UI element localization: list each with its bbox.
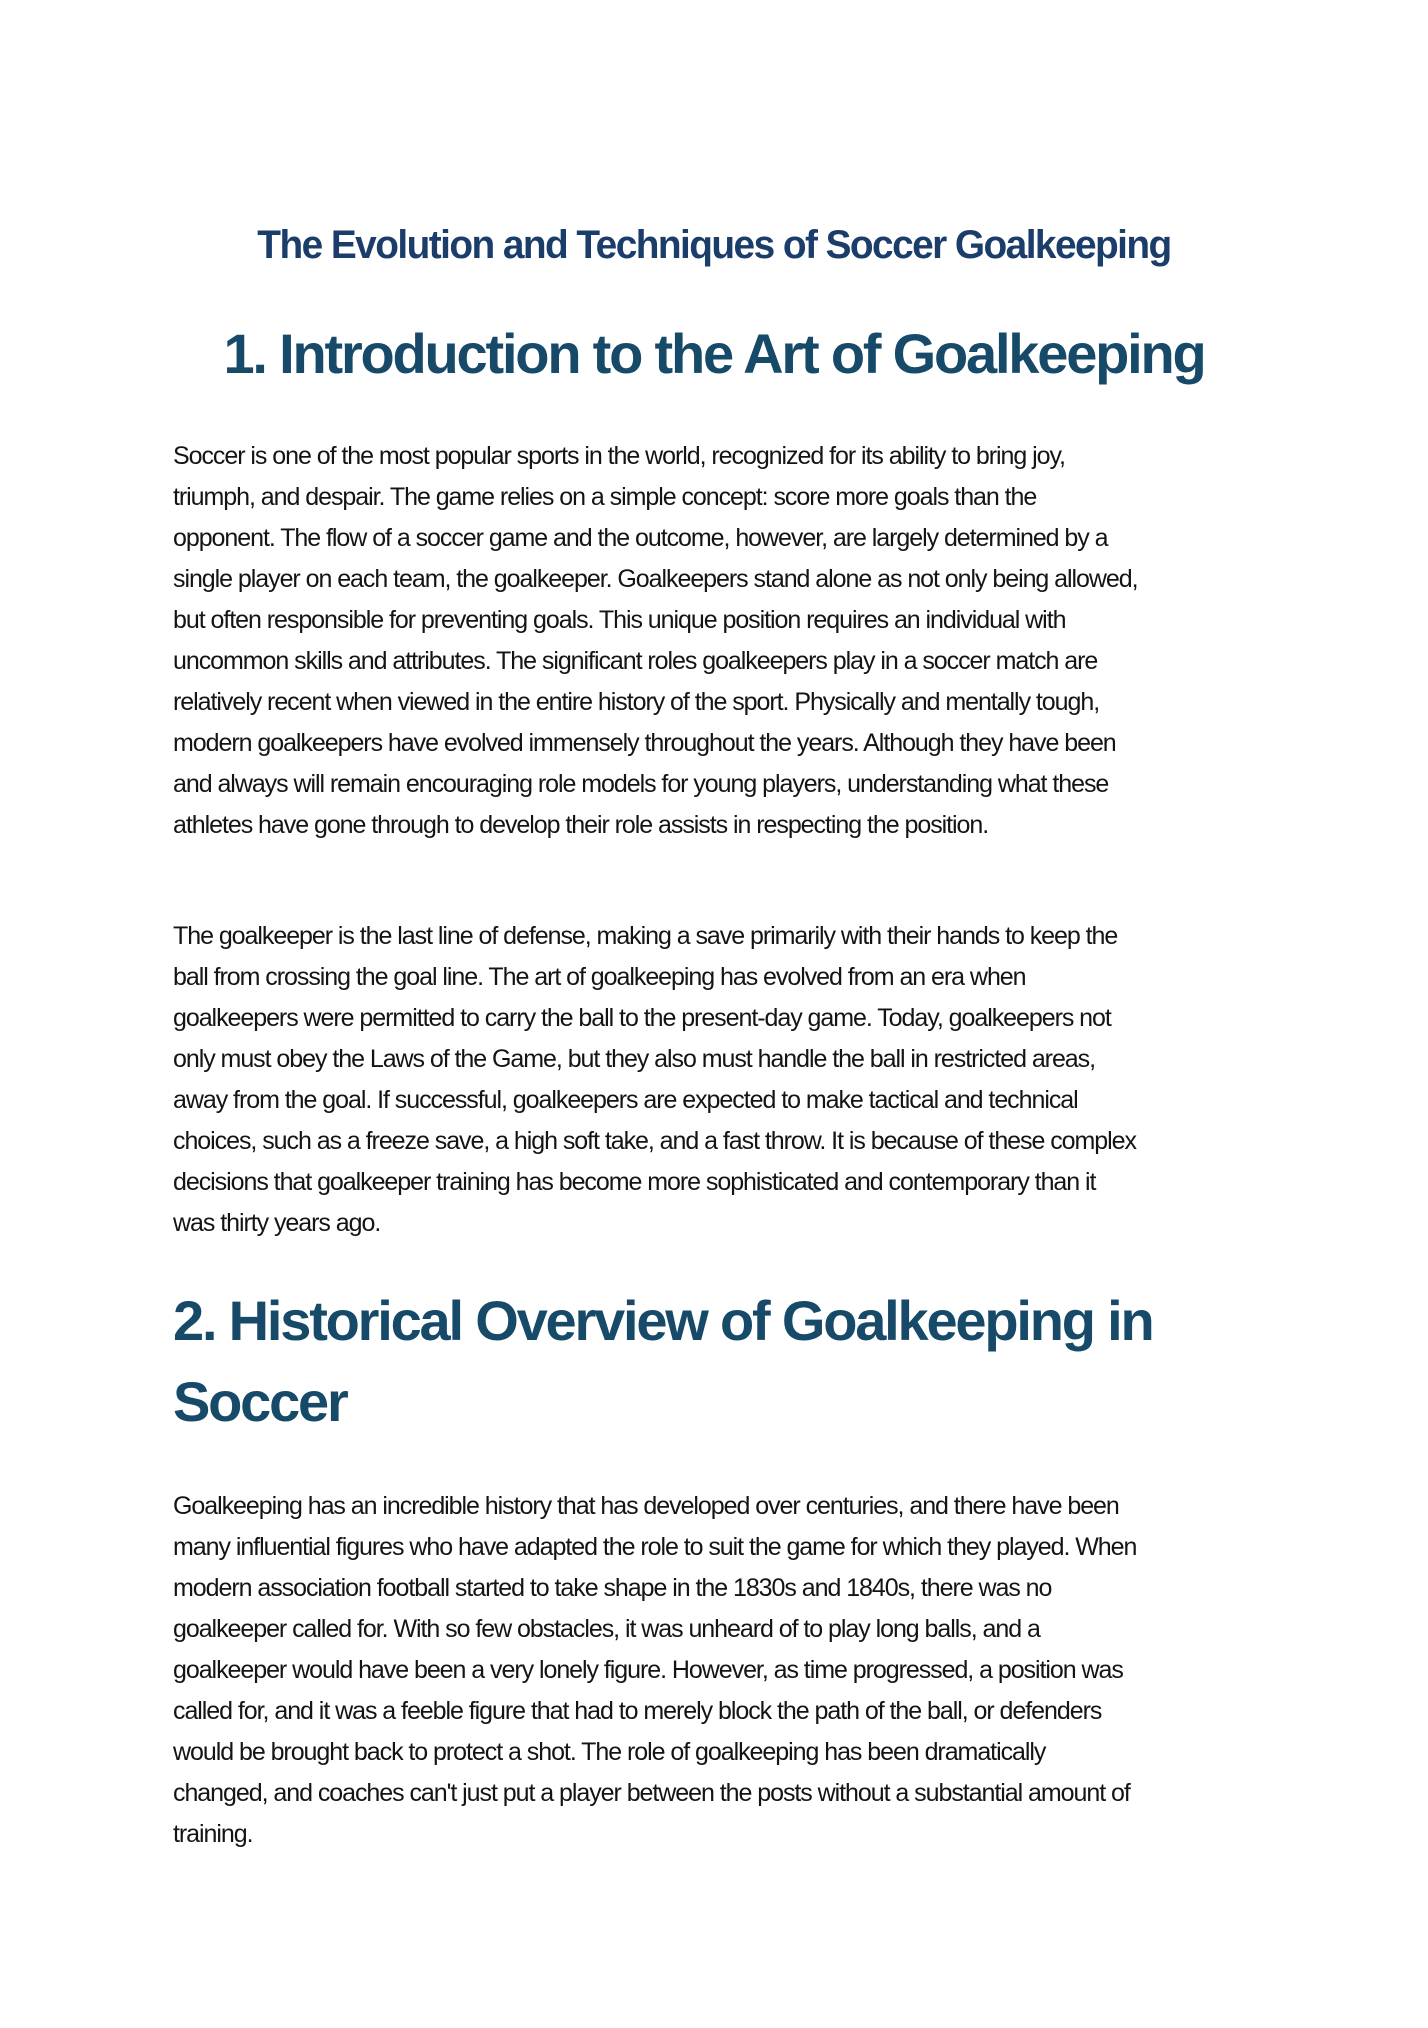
section-2-heading <box>173 1280 1323 1442</box>
text-line: goalkeeper called for. With so few obstacles, it was unheard of to play long balls, and a <box>173 1615 1040 1643</box>
text-line: away from the goal. If successful, goalkeepers are expected to make tactical and technical <box>173 1086 1078 1114</box>
section-1-paragraph-2 <box>173 916 1323 1244</box>
text-line: Soccer is one of the most popular sports in the world, recognized for its ability to bring joy, <box>173 442 1065 470</box>
text-line: many influential figures who have adapted the role to suit the game for which they played. When <box>173 1533 1137 1561</box>
text-line: but often responsible for preventing goals. This unique position requires an individual with <box>173 606 1066 634</box>
section-1-paragraph-1 <box>173 436 1323 846</box>
text-line: goalkeeper would have been a very lonely figure. However, as time progressed, a position was <box>173 1656 1123 1684</box>
text-line: and always will remain encouraging role models for young players, understanding what these <box>173 770 1109 798</box>
text-line: Goalkeeping has an incredible history that has developed over centuries, and there have been <box>173 1492 1119 1520</box>
text-line: goalkeepers were permitted to carry the ball to the present-day game. Today, goalkeepers not <box>173 1004 1111 1032</box>
text-line: decisions that goalkeeper training has become more sophisticated and contemporary than it <box>173 1168 1096 1196</box>
text-line: changed, and coaches can't just put a player between the posts without a substantial amount of <box>173 1779 1130 1807</box>
text-line: modern goalkeepers have evolved immensely throughout the years. Although they have been <box>173 729 1116 757</box>
text-line: only must obey the Laws of the Game, but they also must handle the ball in restricted areas, <box>173 1045 1096 1073</box>
text-line: called for, and it was a feeble figure that had to merely block the path of the ball, or defenders <box>173 1697 1102 1725</box>
text-line: was thirty years ago. <box>173 1209 381 1237</box>
text-line: training. <box>173 1820 253 1848</box>
text-line: modern association football started to take shape in the 1830s and 1840s, there was no <box>173 1574 1052 1602</box>
text-line: relatively recent when viewed in the entire history of the sport. Physically and mentally tough, <box>173 688 1100 716</box>
text-line: athletes have gone through to develop their role assists in respecting the position. <box>173 811 989 839</box>
document-title: The Evolution and Techniques of Soccer Goalkeeping <box>257 223 1171 267</box>
text-line: would be brought back to protect a shot. The role of goalkeeping has been dramatically <box>173 1738 1046 1766</box>
text-line: ball from crossing the goal line. The art of goalkeeping has evolved from an era when <box>173 963 1026 991</box>
text-line: The goalkeeper is the last line of defense, making a save primarily with their hands to keep the <box>173 922 1118 950</box>
text-line: choices, such as a freeze save, a high soft take, and a fast throw. It is because of these complex <box>173 1127 1136 1155</box>
text-line: single player on each team, the goalkeeper. Goalkeepers stand alone as not only being allowed, <box>173 565 1138 593</box>
heading-line: Soccer <box>173 1370 347 1433</box>
section-2-paragraph-1 <box>173 1486 1323 1855</box>
heading-line: 2. Historical Overview of Goalkeeping in <box>173 1289 1153 1352</box>
section-1-heading: 1. Introduction to the Art of Goalkeeping <box>223 322 1205 385</box>
text-line: opponent. The flow of a soccer game and the outcome, however, are largely determined by a <box>173 524 1108 552</box>
text-line: uncommon skills and attributes. The significant roles goalkeepers play in a soccer match are <box>173 647 1098 675</box>
text-line: triumph, and despair. The game relies on a simple concept: score more goals than the <box>173 483 1037 511</box>
